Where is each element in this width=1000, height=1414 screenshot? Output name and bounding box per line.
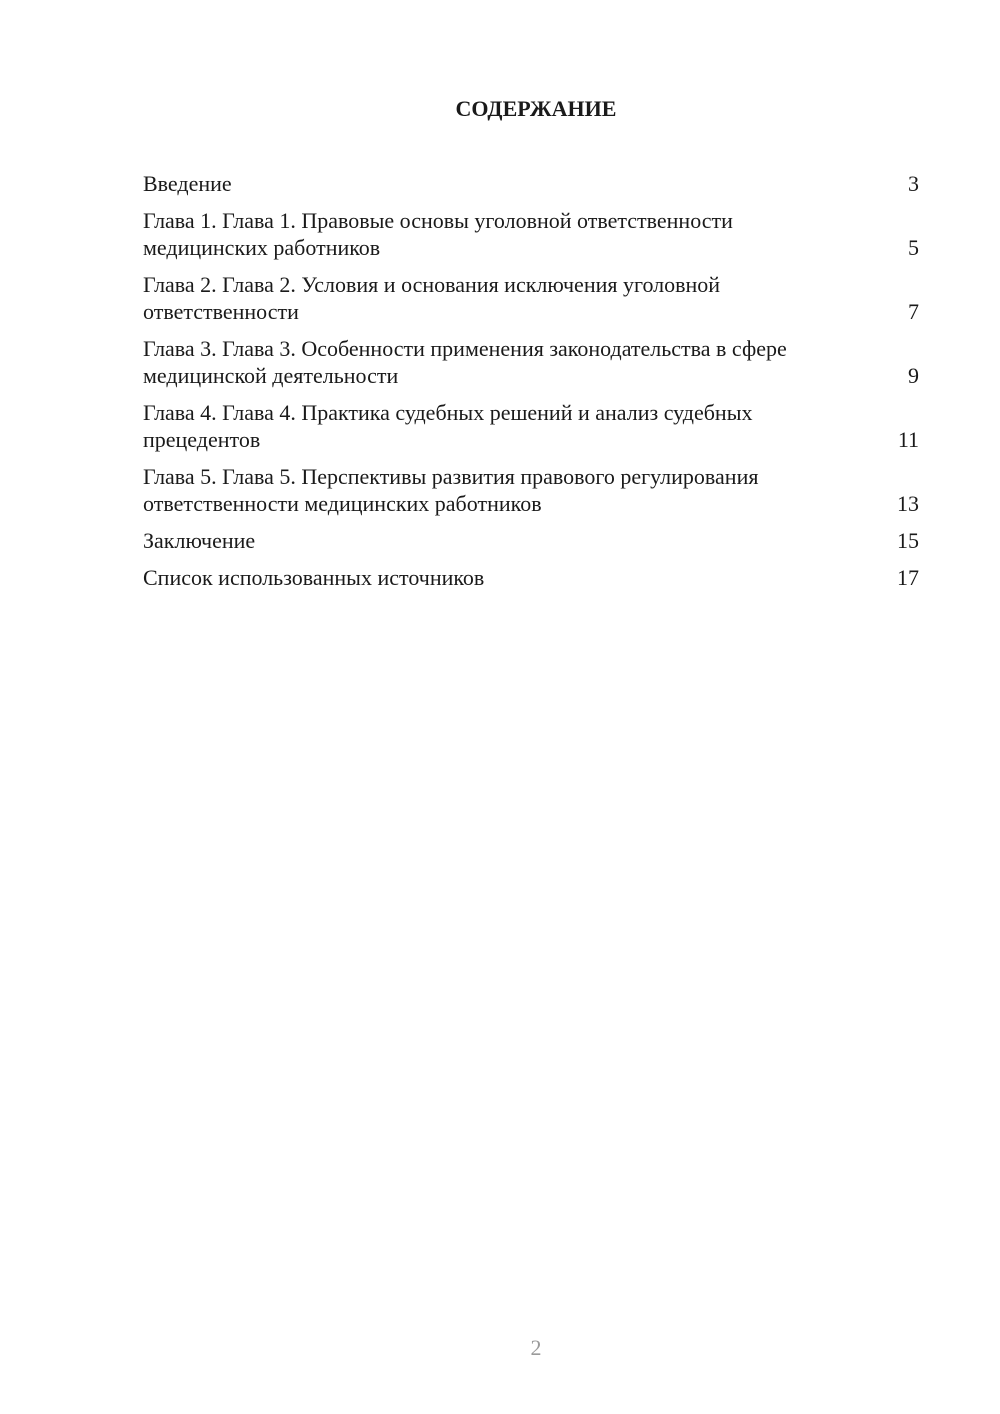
- toc-entry-title: Глава 3. Глава 3. Особенности применения законодательства в сфере медицинской деятельности: [143, 336, 787, 388]
- toc-entry-page: 9: [908, 363, 919, 388]
- toc-entry-page: 11: [897, 427, 919, 452]
- toc-entry-title: Введение: [143, 171, 232, 196]
- toc-entry-chapter-2[interactable]: [143, 271, 919, 325]
- toc-entry-chapter-5[interactable]: [143, 463, 919, 517]
- table-of-contents: [143, 170, 919, 601]
- toc-entry-title: Глава 1. Глава 1. Правовые основы уголовной ответственности медицинских работников: [143, 208, 733, 260]
- toc-entry-title: Глава 5. Глава 5. Перспективы развития правового регулирования ответственности медицинских работников: [143, 464, 759, 516]
- toc-entry-page: 7: [908, 299, 919, 324]
- toc-entry-title: Заключение: [143, 528, 256, 553]
- toc-entry-page: 5: [908, 235, 919, 260]
- toc-entry-chapter-4[interactable]: [143, 399, 919, 453]
- toc-entry-chapter-3[interactable]: [143, 335, 919, 389]
- toc-entry-title: Список использованных источников: [143, 565, 485, 590]
- toc-entry-title: Глава 2. Глава 2. Условия и основания исключения уголовной ответственности: [143, 272, 721, 324]
- toc-entry-chapter-1[interactable]: [143, 207, 919, 261]
- toc-heading-container: [0, 96, 1000, 122]
- toc-title: СОДЕРЖАНИЕ: [455, 96, 617, 121]
- toc-entry-page: 17: [897, 565, 919, 590]
- toc-entry-page: 13: [897, 491, 919, 516]
- toc-entry-references[interactable]: [143, 564, 919, 591]
- page-number: 2: [530, 1335, 542, 1360]
- toc-entry-page: 15: [897, 528, 919, 553]
- toc-entry-page: 3: [908, 171, 919, 196]
- toc-entry-introduction[interactable]: [143, 170, 919, 197]
- toc-entry-title: Глава 4. Глава 4. Практика судебных решений и анализ судебных прецедентов: [143, 400, 753, 452]
- toc-entry-conclusion[interactable]: [143, 527, 919, 554]
